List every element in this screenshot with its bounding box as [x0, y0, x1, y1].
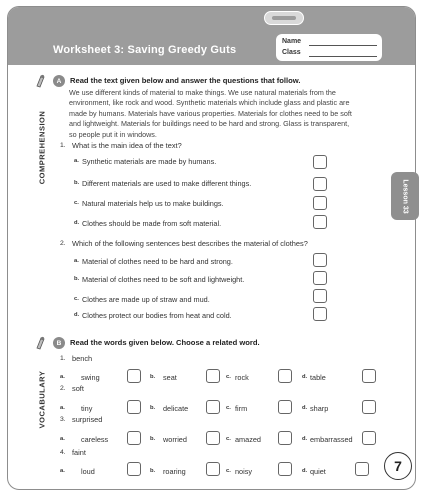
question-1-text: What is the main idea of the text?: [72, 141, 182, 150]
q1-checkbox-d[interactable]: [313, 215, 327, 229]
worksheet-header: [8, 7, 415, 65]
series-logo: [264, 11, 304, 25]
vocab3-checkbox-a[interactable]: [127, 431, 141, 445]
vocab3-checkbox-d[interactable]: [362, 431, 376, 445]
name-label: Name: [282, 38, 302, 45]
vocab4-checkbox-b[interactable]: [206, 462, 220, 476]
vocab4-checkbox-d[interactable]: [355, 462, 369, 476]
question-2-text: Which of the following sentences best describes the material of clothes?: [72, 239, 308, 248]
q2-checkbox-c[interactable]: [313, 289, 327, 303]
question-2-number: 2.: [60, 240, 66, 247]
vocab1-checkbox-b[interactable]: [206, 369, 220, 383]
vocab-word-2: soft: [72, 384, 84, 393]
q1-checkbox-c[interactable]: [313, 196, 327, 210]
name-field[interactable]: [309, 45, 377, 46]
vocab3-checkbox-b[interactable]: [206, 431, 220, 445]
lesson-tab: Lesson 33: [391, 172, 419, 220]
q1-option-d: Clothes should be made from soft material.: [82, 219, 222, 228]
pencil-mascot-icon: [35, 74, 47, 88]
q1-checkbox-b[interactable]: [313, 177, 327, 191]
worksheet-title: Worksheet 3: Saving Greedy Guts: [53, 44, 237, 56]
vocab1-checkbox-c[interactable]: [278, 369, 292, 383]
vocab4-checkbox-a[interactable]: [127, 462, 141, 476]
q1-option-c: Natural materials help us to make buildings.: [82, 199, 224, 208]
page-number: 7: [384, 452, 412, 480]
q1-option-a: Synthetic materials are made by humans.: [82, 157, 217, 166]
vocab1-checkbox-d[interactable]: [362, 369, 376, 383]
section-b-instruction: Read the words given below. Choose a related word.: [70, 338, 260, 347]
vocab2-checkbox-a[interactable]: [127, 400, 141, 414]
class-field[interactable]: [309, 56, 377, 57]
vocab2-checkbox-c[interactable]: [278, 400, 292, 414]
q2-checkbox-a[interactable]: [313, 253, 327, 267]
q2-checkbox-b[interactable]: [313, 271, 327, 285]
name-class-box: [276, 34, 382, 61]
question-1-number: 1.: [60, 142, 66, 149]
section-a-instruction: Read the text given below and answer the questions that follow.: [70, 76, 301, 85]
q2-option-c: Clothes are made up of straw and mud.: [82, 295, 210, 304]
section-a-badge: A: [53, 75, 65, 87]
pencil-mascot-icon: [35, 336, 47, 350]
class-label: Class: [282, 49, 301, 56]
vocabulary-label: VOCABULARY: [37, 370, 47, 428]
comprehension-label: COMPREHENSION: [37, 110, 47, 184]
vocab-word-1: bench: [72, 354, 93, 363]
q2-checkbox-d[interactable]: [313, 307, 327, 321]
q1-option-b: Different materials are used to make different things.: [82, 179, 252, 188]
reading-passage: We use different kinds of material to make things. We use natural materials from the environment, like rock and wood. Synthetic materials which include glass and plastic are made by humans. Materials have various properties. Materials for clothes need to be soft and lightweight. Materials for buildings need to be hard and strong. Glass is transparent, so people put it in windows.: [69, 88, 352, 139]
q1-checkbox-a[interactable]: [313, 155, 327, 169]
q2-option-a: Material of clothes need to be hard and strong.: [82, 257, 233, 266]
section-b-badge: B: [53, 337, 65, 349]
vocab-word-3: surprised: [72, 415, 103, 424]
vocab3-checkbox-c[interactable]: [278, 431, 292, 445]
vocab4-checkbox-c[interactable]: [278, 462, 292, 476]
vocab2-checkbox-b[interactable]: [206, 400, 220, 414]
vocab1-checkbox-a[interactable]: [127, 369, 141, 383]
vocab-word-4: faint: [72, 448, 86, 457]
vocab2-checkbox-d[interactable]: [362, 400, 376, 414]
q2-option-d: Clothes protect our bodies from heat and cold.: [82, 311, 232, 320]
q2-option-b: Material of clothes need to be soft and lightweight.: [82, 275, 245, 284]
